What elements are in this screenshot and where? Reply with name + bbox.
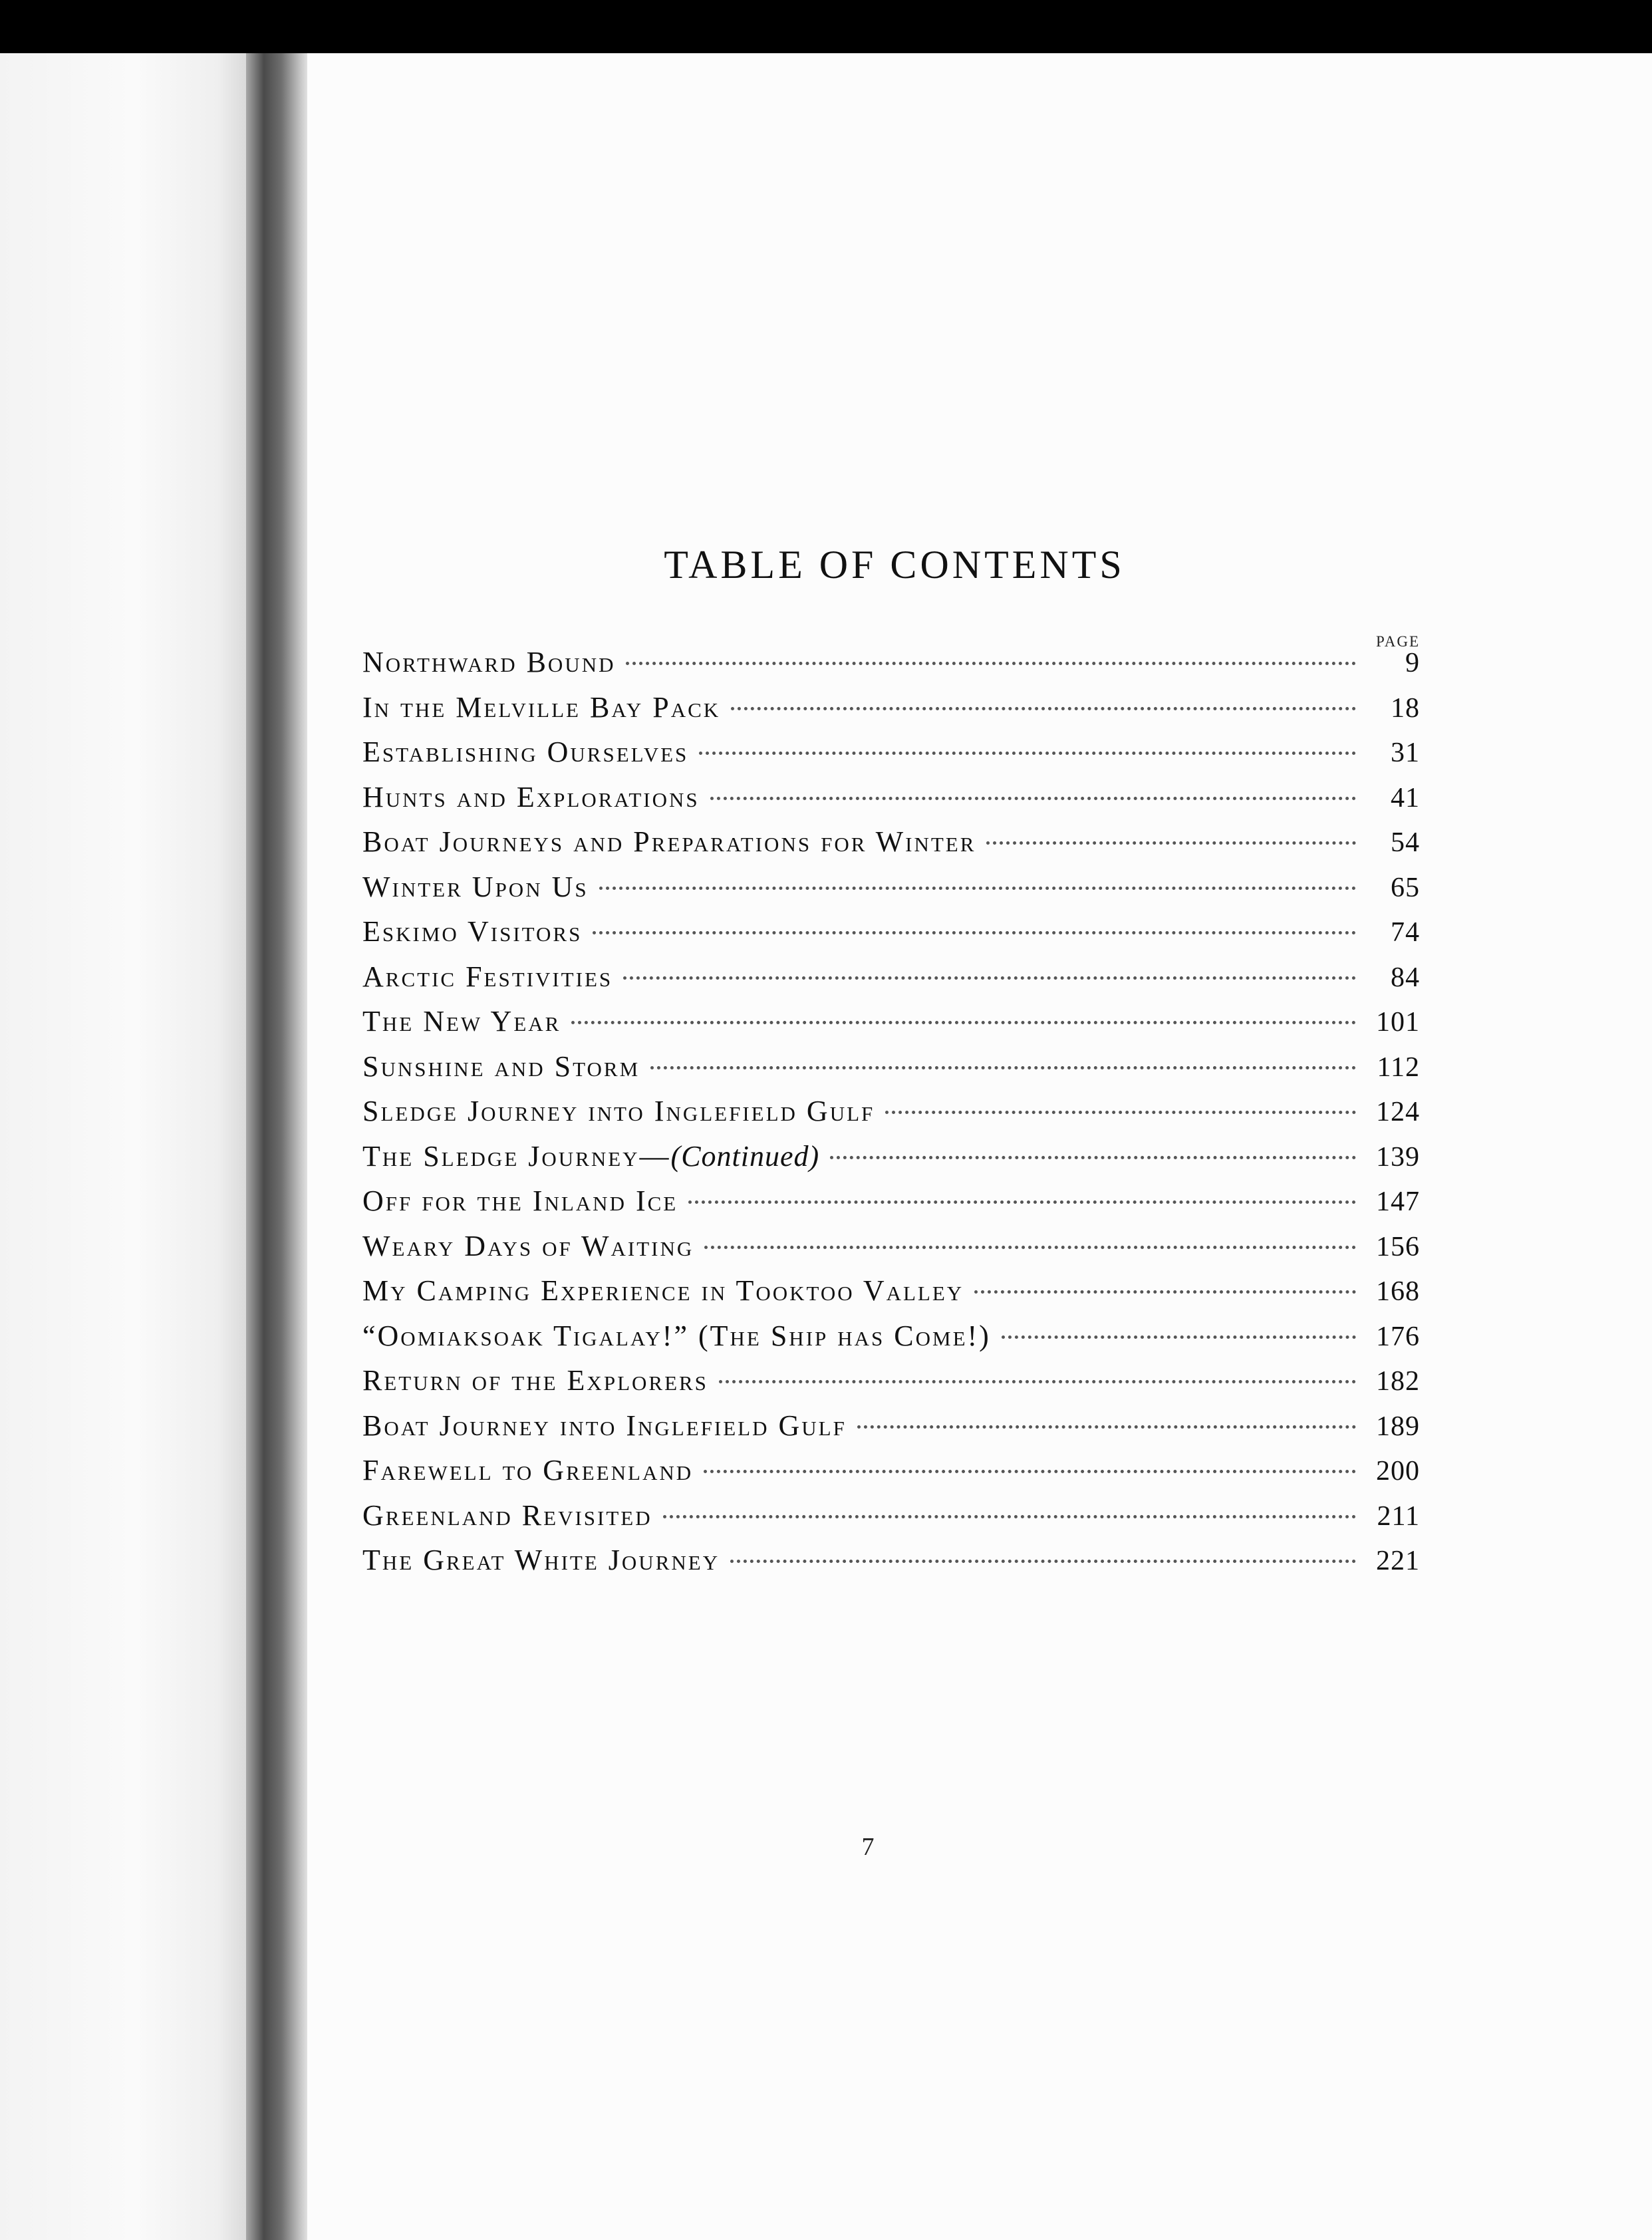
facing-page [0, 53, 247, 2240]
dot-leader [599, 887, 1356, 890]
page-number: 156 [1376, 1231, 1420, 1262]
chapter-title: Boat Journey into Inglefield Gulf [362, 1409, 847, 1442]
dot-leader [626, 662, 1356, 665]
page-number: 139 [1376, 1141, 1420, 1173]
dot-leader [719, 1380, 1356, 1383]
page-number: 31 [1391, 738, 1420, 768]
chapter-title: Sledge Journey into Inglefield Gulf [362, 1095, 875, 1127]
contents-entry [362, 1089, 1420, 1134]
chapter-title: “Oomiaksoak Tigalay!” (The Ship has Come!) [362, 1319, 991, 1352]
chapter-title: Arctic Festivities [362, 960, 613, 993]
page-number: 168 [1376, 1276, 1420, 1307]
page-number: 182 [1376, 1366, 1420, 1397]
contents-entry [362, 1358, 1420, 1403]
page-number: 65 [1391, 872, 1420, 903]
page-number: 124 [1376, 1097, 1420, 1127]
chapter-title: Northward Bound [362, 646, 616, 678]
dot-leader [593, 931, 1356, 934]
chapter-title: The Great White Journey [362, 1544, 720, 1576]
chapter-title: Winter Upon Us [362, 870, 589, 903]
page-number: 200 [1376, 1456, 1420, 1486]
contents-entry [362, 954, 1420, 1000]
contents-entry [362, 775, 1420, 820]
dot-leader [857, 1425, 1356, 1429]
dot-leader [885, 1111, 1356, 1114]
dot-leader [704, 1470, 1356, 1473]
chapter-title: Sunshine and Storm [362, 1050, 640, 1083]
chapter-title: Off for the Inland Ice [362, 1185, 678, 1217]
page-number: 74 [1391, 917, 1420, 948]
page-number: 147 [1376, 1187, 1420, 1217]
dot-leader [710, 797, 1356, 800]
page-title: TABLE OF CONTENTS [664, 543, 1125, 587]
book-gutter [246, 53, 310, 2240]
dot-leader [571, 1021, 1356, 1024]
contents-entry [362, 730, 1420, 775]
contents-entry [362, 909, 1420, 954]
chapter-title: Farewell to Greenland [362, 1454, 694, 1486]
chapter-title: The New Year [362, 1005, 561, 1038]
chapter-title: Hunts and Explorations [362, 780, 700, 813]
chapter-title: My Camping Experience in Tooktoo Valley [362, 1274, 964, 1307]
contents-entry [362, 1224, 1420, 1269]
chapter-title-main: The Sledge Journey— [362, 1139, 671, 1173]
page-number: 221 [1376, 1546, 1420, 1576]
chapter-title: Establishing Ourselves [362, 736, 689, 768]
dot-leader [986, 841, 1356, 845]
dot-leader [1002, 1335, 1356, 1339]
contents-entry [362, 1403, 1420, 1449]
chapter-title: In the Melville Bay Pack [362, 690, 721, 724]
contents-entry [362, 999, 1420, 1044]
contents-entry [362, 1493, 1420, 1538]
dot-leader [704, 1246, 1356, 1249]
contents-entry [362, 1134, 1420, 1179]
dot-leader [623, 976, 1356, 980]
dot-leader [731, 707, 1356, 710]
page-number-footer: 7 [861, 1833, 875, 1861]
chapter-title [362, 1134, 819, 1179]
chapter-title: Boat Journeys and Preparations for Winter [362, 825, 976, 858]
page-number: 9 [1405, 648, 1420, 678]
contents-entry [362, 1314, 1420, 1359]
page-number: 18 [1391, 692, 1420, 724]
dot-leader [650, 1066, 1356, 1069]
dot-leader [830, 1156, 1356, 1159]
page-column-header: PAGE [1376, 633, 1420, 650]
page-number: 41 [1391, 782, 1420, 813]
dot-leader [663, 1515, 1356, 1518]
chapter-title: Weary Days of Waiting [362, 1229, 694, 1262]
chapter-title: Return of the Explorers [362, 1364, 708, 1397]
chapter-title: Eskimo Visitors [362, 915, 583, 948]
contents-entry [362, 1268, 1420, 1314]
contents-entry [362, 685, 1420, 730]
contents-entry [362, 865, 1420, 910]
contents-entry [362, 819, 1420, 865]
page-number: 112 [1377, 1051, 1420, 1083]
page-number: 101 [1376, 1007, 1420, 1038]
page-number: 211 [1377, 1500, 1420, 1532]
page-number: 189 [1376, 1411, 1420, 1442]
page-number: 54 [1391, 827, 1420, 858]
contents-entry [362, 1044, 1420, 1089]
dot-leader [699, 752, 1356, 755]
contents-list [362, 640, 1420, 1583]
contents-entry [362, 1179, 1420, 1224]
chapter-title: Greenland Revisited [362, 1498, 652, 1532]
chapter-title-continued: (Continued) [670, 1139, 820, 1173]
contents-entry [362, 640, 1420, 685]
dot-leader [688, 1200, 1356, 1204]
page-number: 176 [1376, 1321, 1420, 1352]
contents-entry [362, 1538, 1420, 1583]
dot-leader [730, 1560, 1356, 1563]
contents-entry [362, 1448, 1420, 1493]
dot-leader [974, 1290, 1356, 1294]
page-number: 84 [1391, 962, 1420, 993]
